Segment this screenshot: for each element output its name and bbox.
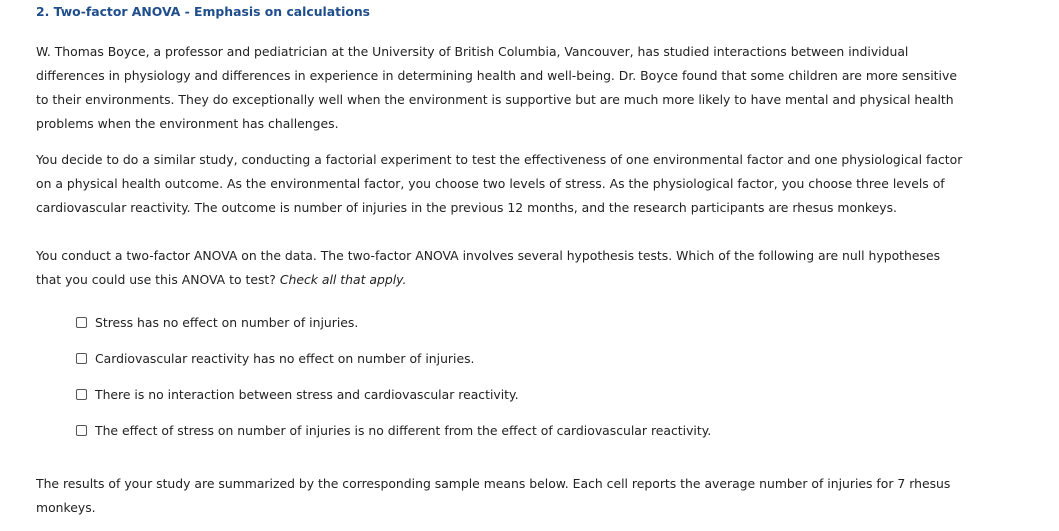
question-text: You conduct a two-factor ANOVA on the data. The two-factor ANOVA involves several hypothesis tests. Which of the following are null hypotheses that you could use this ANOVA to test? [36, 248, 941, 287]
checkbox[interactable] [76, 353, 87, 364]
question-instruction: Check all that apply. [279, 272, 407, 287]
checkbox[interactable] [76, 425, 87, 436]
option-reactivity-no-effect[interactable] [76, 349, 474, 367]
option-no-interaction[interactable] [76, 385, 519, 403]
option-label[interactable]: There is no interaction between stress and cardiovascular reactivity. [95, 386, 519, 402]
checkbox[interactable] [76, 317, 87, 328]
question-paragraph [36, 244, 966, 292]
results-paragraph: The results of your study are summarized by the corresponding sample means below. Each cell reports the average number of injuries for 7 rhesus monkeys. [36, 476, 951, 515]
question-title: 2. Two-factor ANOVA - Emphasis on calculations [36, 4, 371, 19]
option-stress-no-effect[interactable] [76, 313, 358, 331]
option-effects-equal[interactable] [76, 421, 711, 439]
intro-paragraph: W. Thomas Boyce, a professor and pediatrician at the University of British Columbia, Vancouver, has studied interactions between individual differences in physiology and differences in experience in determining health and well-being. Dr. Boyce found that some children are more sensitive to their environments. They do exceptionally well when the environment is supportive but are much more likely to have mental and physical health problems when the environment has challenges. [36, 44, 957, 131]
checkbox[interactable] [76, 389, 87, 400]
study-paragraph: You decide to do a similar study, conducting a factorial experiment to test the effectiveness of one environmental factor and one physiological factor on a physical health outcome. As the environmental factor, you choose two levels of stress. As the physiological factor, you choose three levels of cardiovascular reactivity. The outcome is number of injuries in the previous 12 months, and the research participants are rhesus monkeys. [36, 152, 963, 215]
option-label[interactable]: Cardiovascular reactivity has no effect on number of injuries. [95, 350, 475, 366]
option-label[interactable]: Stress has no effect on number of injuries. [95, 314, 359, 330]
option-label[interactable]: The effect of stress on number of injuries is no different from the effect of cardiovascular reactivity. [95, 422, 712, 438]
